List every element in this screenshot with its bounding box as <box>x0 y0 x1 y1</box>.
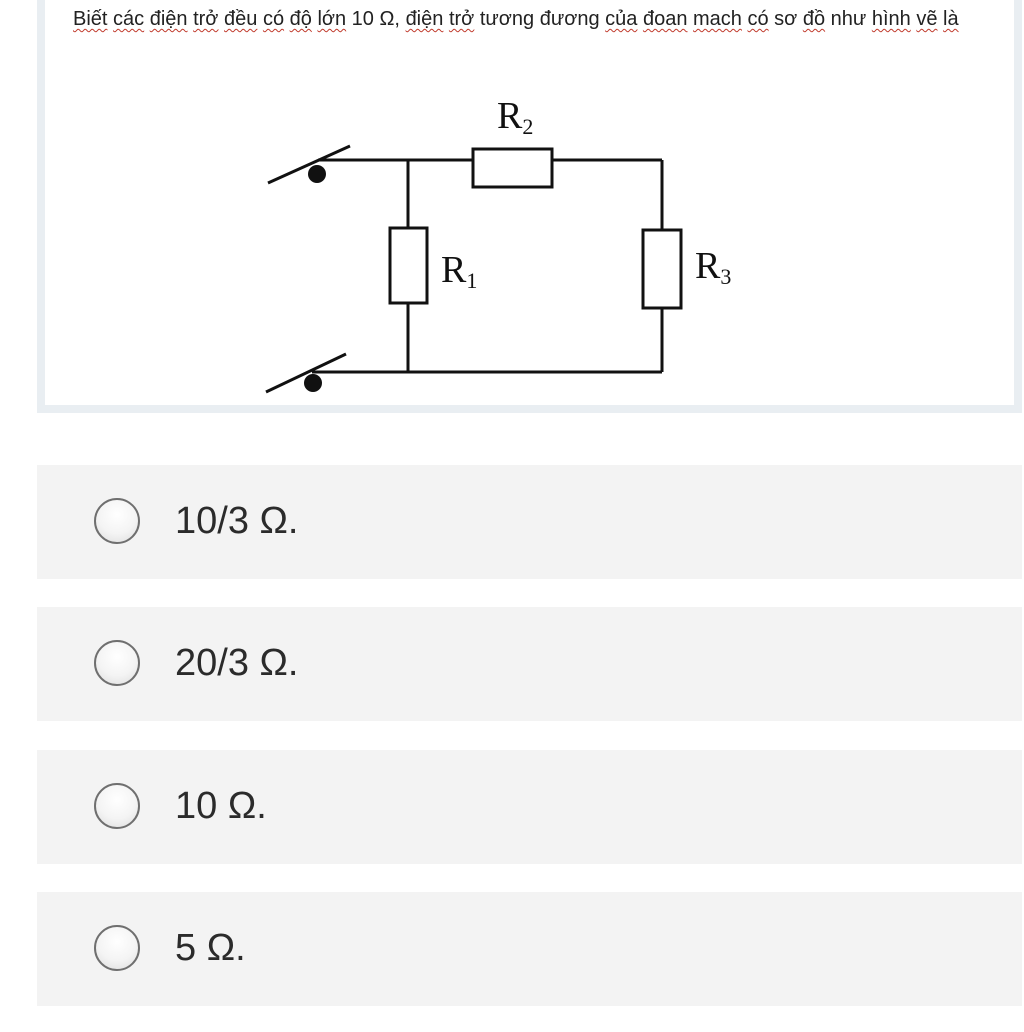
r2-label-sub: 2 <box>522 114 534 139</box>
resistor-r3 <box>643 230 681 308</box>
question-word-spellcheck: có <box>747 8 769 30</box>
question-word-spellcheck: điện <box>405 8 444 30</box>
question-word-spellcheck: Biết <box>73 8 108 30</box>
radio-button-3[interactable] <box>94 783 140 829</box>
question-word-spellcheck: đoan <box>642 8 688 30</box>
circuit-diagram <box>0 0 1024 420</box>
svg-text:R1 <box>441 249 477 293</box>
answer-option-label: 10 Ω. <box>175 785 267 827</box>
question-word-spellcheck: trở <box>448 8 475 30</box>
question-word-spellcheck: của <box>605 8 638 30</box>
radio-button-4[interactable] <box>94 925 140 971</box>
radio-button-2[interactable] <box>94 640 140 686</box>
answer-option-4[interactable] <box>37 892 1022 1006</box>
answer-option-1[interactable] <box>37 465 1022 579</box>
question-text-segment: 10 Ω, <box>346 8 406 30</box>
r2-label: R <box>497 95 523 137</box>
r3-label-sub: 3 <box>720 264 732 289</box>
question-word-spellcheck: điện <box>149 8 188 30</box>
question-word-spellcheck: các <box>113 8 145 30</box>
answer-option-2[interactable] <box>37 607 1022 721</box>
question-word-spellcheck: hình <box>871 8 911 30</box>
question-word-spellcheck: là <box>943 8 959 30</box>
resistor-r2 <box>473 149 552 187</box>
resistor-r1 <box>390 228 427 303</box>
answer-option-label: 10/3 Ω. <box>175 500 299 542</box>
question-word-spellcheck: mach <box>693 8 742 30</box>
r1-label-sub: 1 <box>466 268 478 293</box>
r1-label: R <box>441 249 467 291</box>
answer-option-label: 20/3 Ω. <box>175 642 299 684</box>
svg-text:R2 <box>497 95 533 139</box>
r3-label: R <box>695 245 721 287</box>
answer-option-label: 5 Ω. <box>175 927 246 969</box>
question-word-spellcheck: vẽ <box>916 8 938 30</box>
question-word-spellcheck: trở <box>193 8 219 30</box>
svg-text:R3 <box>695 245 731 289</box>
question-word-spellcheck: có <box>262 8 285 30</box>
question-word-spellcheck: đồ <box>802 8 826 30</box>
question-word-spellcheck: độ <box>289 8 312 30</box>
radio-button-1[interactable] <box>94 498 140 544</box>
question-word-spellcheck: lớn <box>317 8 347 30</box>
answer-option-3[interactable] <box>37 750 1022 864</box>
question-text-segment: tương đương <box>474 8 606 30</box>
question-text-segment: như <box>825 8 872 30</box>
question-text-segment: sơ <box>768 8 803 30</box>
top-terminal-dot <box>308 165 326 183</box>
bottom-terminal-dot <box>304 374 322 392</box>
question-word-spellcheck: đều <box>224 8 258 30</box>
